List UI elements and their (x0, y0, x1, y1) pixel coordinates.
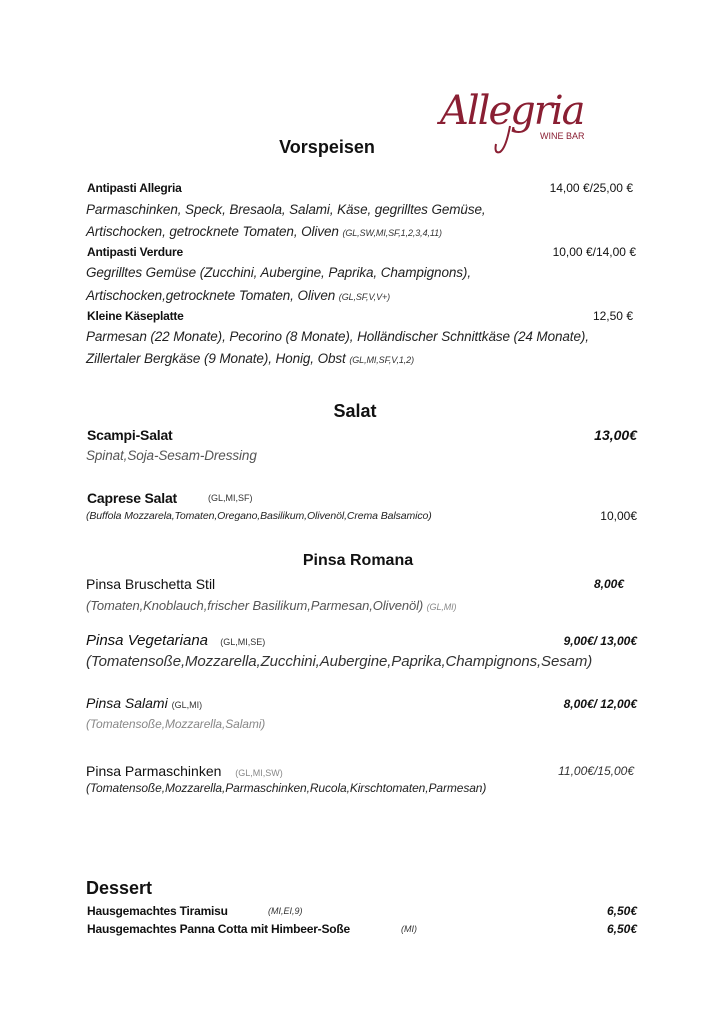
item-allergens: (MI,EI,9) (268, 906, 303, 916)
item-allergens: (GL,SF,V,V+) (338, 292, 391, 302)
item-price: 11,00€/15,00€ (558, 764, 634, 778)
item-name-line (86, 696, 202, 710)
item-desc-line (86, 599, 456, 612)
item-price: 8,00€ (593, 577, 624, 591)
svg-text:Allegria: Allegria (440, 88, 584, 134)
item-name: Antipasti Verdure (87, 245, 183, 259)
item-name: Pinsa Bruschetta Stil (86, 576, 216, 592)
item-price: 14,00 €/25,00 € (549, 181, 633, 195)
item-price: 13,00€ (594, 427, 637, 443)
item-desc-line (86, 289, 390, 303)
item-name: Kleine Käseplatte (87, 309, 184, 323)
item-desc: (Tomaten,Knoblauch,frischer Basilikum,Parmesan,Olivenöl) (86, 598, 424, 613)
item-desc: (Tomatensoße,Mozzarella,Zucchini,Aubergine,Paprika,Champignons,Sesam) (86, 653, 593, 670)
item-allergens: (GL,MI,SE) (220, 637, 266, 647)
item-price: 12,50 € (592, 309, 633, 323)
item-price: 10,00€ (600, 509, 637, 523)
allegria-wine-bar-logo (436, 84, 596, 156)
item-desc: Zillertaler Bergkäse (9 Monate), Honig, Obst (86, 351, 346, 366)
item-allergens: (GL,MI) (426, 602, 457, 612)
item-name-line (86, 633, 265, 648)
item-allergens: (GL,MI,SW) (235, 768, 283, 778)
section-title-pinsa-romana: Pinsa Romana (302, 552, 414, 569)
item-name: Pinsa Salami (86, 695, 168, 711)
item-price: 8,00€/ 12,00€ (563, 697, 637, 711)
svg-text:WINE BAR: WINE BAR (540, 131, 585, 141)
item-desc-line (86, 352, 414, 366)
item-desc: Gegrilltes Gemüse (Zucchini, Aubergine, Paprika, Champignons), (86, 265, 471, 280)
item-name: Antipasti Allegria (87, 181, 182, 195)
item-name: Scampi-Salat (87, 427, 173, 443)
item-name-line (86, 764, 283, 778)
item-desc-line (86, 225, 442, 239)
item-desc: (Tomatensoße,Mozzarella,Salami) (86, 717, 266, 731)
item-desc: Spinat,Soja-Sesam-Dressing (86, 448, 257, 463)
item-allergens: (GL,MI,SF,V,1,2) (349, 355, 414, 365)
section-title-dessert: Dessert (86, 878, 153, 898)
item-allergens: (GL,SW,MI,SF,1,2,3,4,11) (342, 228, 442, 238)
item-name: Hausgemachtes Panna Cotta mit Himbeer-Soße (87, 922, 351, 936)
section-title-salat: Salat (333, 401, 377, 421)
item-desc: Parmaschinken, Speck, Bresaola, Salami, Käse, gegrilltes Gemüse, (86, 202, 486, 217)
item-name: Caprese Salat (87, 490, 178, 506)
item-allergens: (GL,MI) (171, 700, 203, 710)
item-allergens: (GL,MI,SF) (208, 493, 253, 503)
item-price: 6,50€ (606, 904, 637, 918)
item-name: Pinsa Parmaschinken (86, 763, 222, 779)
item-desc: (Tomatensoße,Mozzarella,Parmaschinken,Rucola,Kirschtomaten,Parmesan) (86, 781, 487, 795)
item-price: 10,00 €/14,00 € (552, 245, 636, 259)
item-price: 6,50€ (606, 922, 637, 936)
item-price: 9,00€/ 13,00€ (563, 634, 637, 648)
item-name: Pinsa Vegetariana (86, 632, 209, 649)
item-desc: (Buffola Mozzarela,Tomaten,Oregano,Basilikum,Olivenöl,Crema Balsamico) (86, 510, 432, 522)
item-desc: Artischocken,getrocknete Tomaten, Oliven (86, 288, 336, 303)
item-desc: Parmesan (22 Monate), Pecorino (8 Monate), Holländischer Schnittkäse (24 Monate), (86, 329, 589, 344)
section-title-vorspeisen: Vorspeisen (279, 137, 375, 157)
item-desc: Artischocken, getrocknete Tomaten, Oliven (86, 224, 339, 239)
logo-graphic (436, 84, 596, 156)
item-allergens: (MI) (401, 924, 417, 934)
item-name: Hausgemachtes Tiramisu (87, 904, 228, 918)
